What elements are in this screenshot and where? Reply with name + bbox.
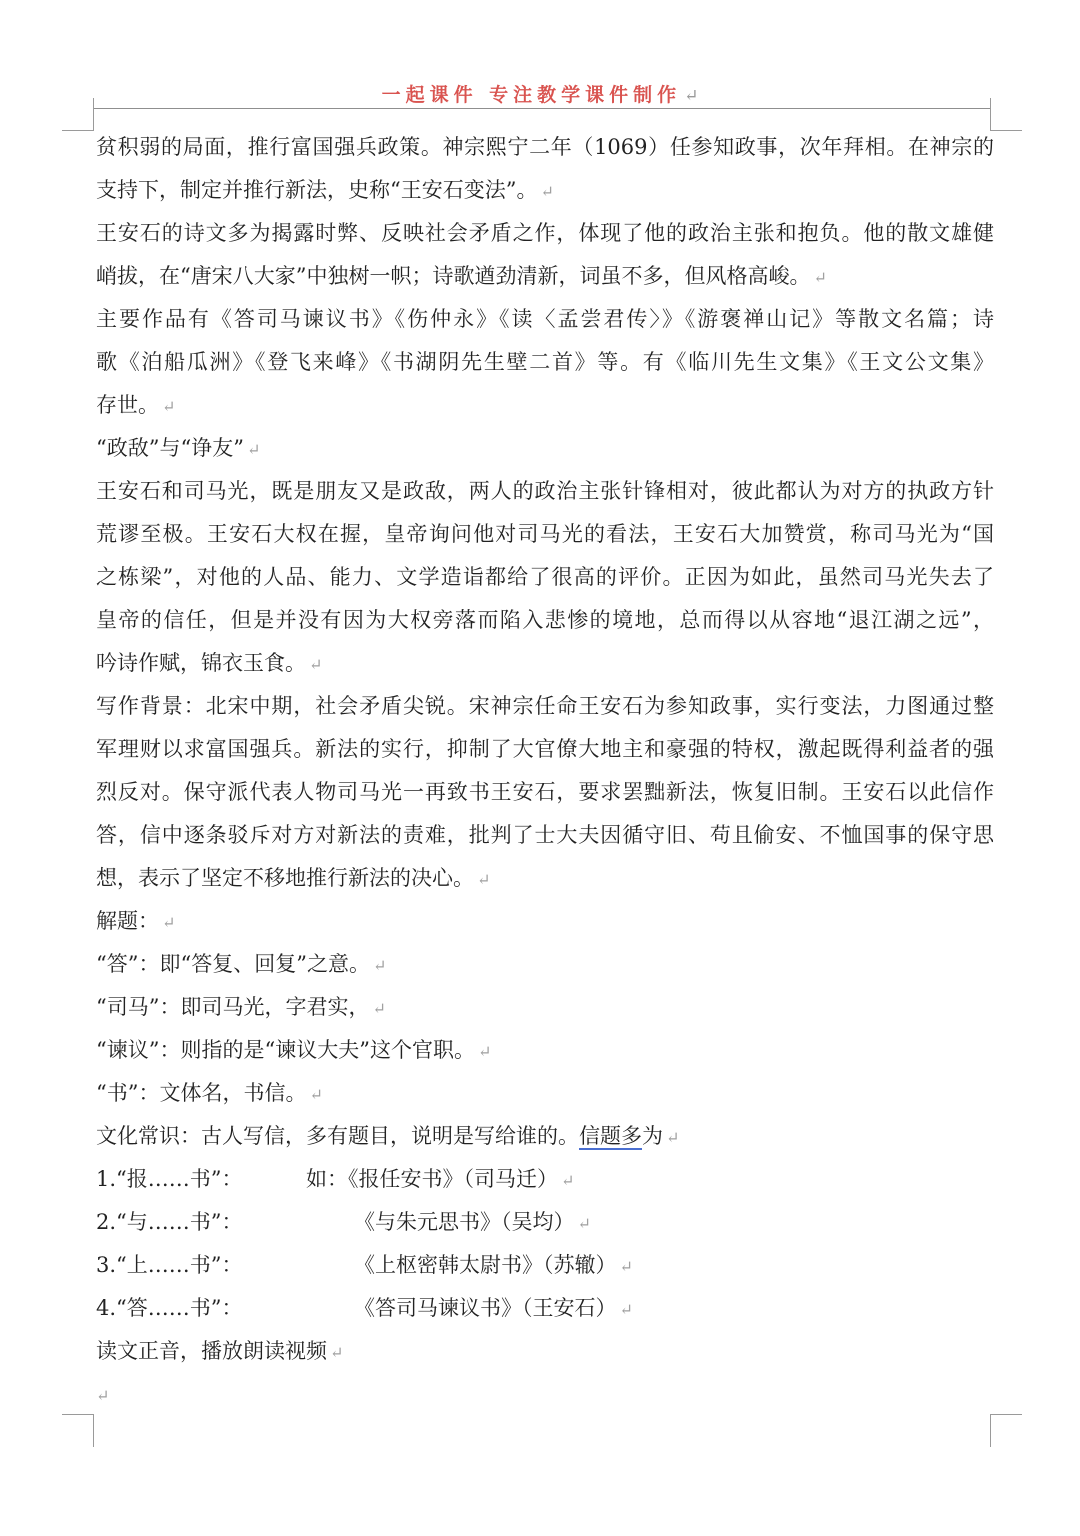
text-line: 王安石的诗文多为揭露时弊、反映社会矛盾之作，体现了他的政治主张和抱负。他的散文雄健 [96,221,994,245]
crop-mark-bottom-right-h [990,1414,1022,1415]
paragraph-mark-icon: ↵ [561,1171,575,1190]
text-line: 解题： ↵ [96,909,176,933]
paragraph-mark-icon: ↵ [619,1300,633,1319]
paragraph-mark-icon: ↵ [540,182,554,201]
text-line: 想，表示了坚定不移地推行新法的决心。 ↵ [96,866,491,890]
paragraph-mark-icon: ↵ [477,870,491,889]
text-line: 歌《泊船瓜洲》《登飞来峰》《书湖阴先生壁二首》等。有《临川先生文集》《王文公文集》 [96,350,994,374]
document-body [96,126,994,1416]
header-rule [93,108,990,109]
letter-form-item: 1.“报……书”： 如：《报任安书》（司马迁） ↵ [96,1167,575,1191]
text-line: 荒谬至极。王安石大权在握，皇帝询问他对司马光的看法，王安石大加赞赏，称司马光为“国 [96,522,994,546]
text-line: 主要作品有《答司马谏议书》《伤仲永》《读〈孟尝君传〉》《游褒禅山记》等散文名篇；诗 [96,307,994,331]
text-line: 答，信中逐条驳斥对方对新法的责难，批判了士大夫因循守旧、苟且偷安、不恤国事的保守思 [96,823,994,847]
paragraph-mark-icon: ↵ [619,1257,633,1276]
empty-line [96,1373,994,1416]
paragraph-mark-icon: ↵ [162,913,176,932]
paragraph-mark-icon: ↵ [477,1042,492,1061]
paragraph-mark-icon: ↵ [577,1214,591,1233]
text-line: “谏议”：则指的是“谏议大夫”这个官职。 ↵ [96,1038,492,1062]
paragraph-mark-icon: ↵ [813,268,827,287]
paragraph-mark-icon: ↵ [666,1128,680,1147]
paragraph-mark-icon: ↵ [372,956,387,975]
letter-form-item: 2.“与……书”： 《与朱元思书》（吴均） ↵ [96,1210,591,1234]
page-header [0,80,1080,107]
header-text: 一起课件 专注教学课件制作 [381,84,682,106]
culture-note: 文化常识：古人写信，多有题目，说明是写给谁的。信题多为 ↵ [96,1124,680,1148]
text-line: 烈反对。保守派代表人物司马光一再致书王安石，要求罢黜新法，恢复旧制。王安石以此信作 [96,780,994,804]
crop-mark-bottom-left-v [93,1414,94,1447]
underlined-phrase: 信题多 [579,1124,642,1148]
letter-form-item: 4.“答……书”： 《答司马谏议书》（王安石） ↵ [96,1296,633,1320]
paragraph-mark-icon: ↵ [162,397,176,416]
crop-mark-top-left-v [93,98,94,131]
paragraph-mark-icon: ↵ [372,999,386,1018]
crop-mark-bottom-left-h [62,1414,94,1415]
text-line: 吟诗作赋，锦衣玉食。 ↵ [96,651,323,675]
crop-mark-top-right-h [990,130,1022,131]
text-line: “司马”：即司马光，字君实， ↵ [96,995,386,1019]
paragraph-mark-icon: ↵ [309,1085,323,1104]
text-line: 峭拔，在“唐宋八大家”中独树一帜；诗歌遒劲清新，词虽不多，但风格高峻。 ↵ [96,264,827,288]
crop-mark-bottom-right-v [990,1414,991,1447]
text-line: 皇帝的信任，但是并没有因为大权旁落而陷入悲惨的境地，总而得以从容地“退江湖之远”， [96,608,994,632]
text-line: 王安石和司马光，既是朋友又是政敌，两人的政治主张针锋相对，彼此都认为对方的执政方针 [96,479,994,503]
text-line: 读文正音，播放朗读视频 ↵ [96,1339,344,1363]
text-line: 存世。 ↵ [96,393,176,417]
text-line: “书”：文体名，书信。 ↵ [96,1081,323,1105]
paragraph-mark-icon: ↵ [684,86,699,106]
text-line: 军理财以求富国强兵。新法的实行，抑制了大官僚大地主和豪强的特权，激起既得利益者的强 [96,737,994,761]
text-line: 支持下，制定并推行新法，史称“王安石变法”。 ↵ [96,178,554,202]
paragraph-mark-icon: ↵ [330,1343,344,1362]
paragraph-mark-icon: ↵ [96,1386,110,1405]
text-line: 写作背景：北宋中期，社会矛盾尖锐。宋神宗任命王安石为参知政事，实行变法，力图通过整 [96,694,994,718]
letter-form-item: 3.“上……书”： 《上枢密韩太尉书》（苏辙） ↵ [96,1253,633,1277]
paragraph-mark-icon: ↵ [246,440,261,459]
crop-mark-top-left-h [62,130,94,131]
section-heading: “政敌”与“诤友” ↵ [96,436,261,460]
text-line: “答”：即“答复、回复”之意。 ↵ [96,952,387,976]
paragraph-mark-icon: ↵ [309,655,323,674]
text-line: 之栋梁”，对他的人品、能力、文学造诣都给了很高的评价。正因为如此，虽然司马光失去了 [96,565,994,589]
text-line: 贫积弱的局面，推行富国强兵政策。神宗熙宁二年（1069）任参知政事，次年拜相。在神宗的 [96,135,994,159]
